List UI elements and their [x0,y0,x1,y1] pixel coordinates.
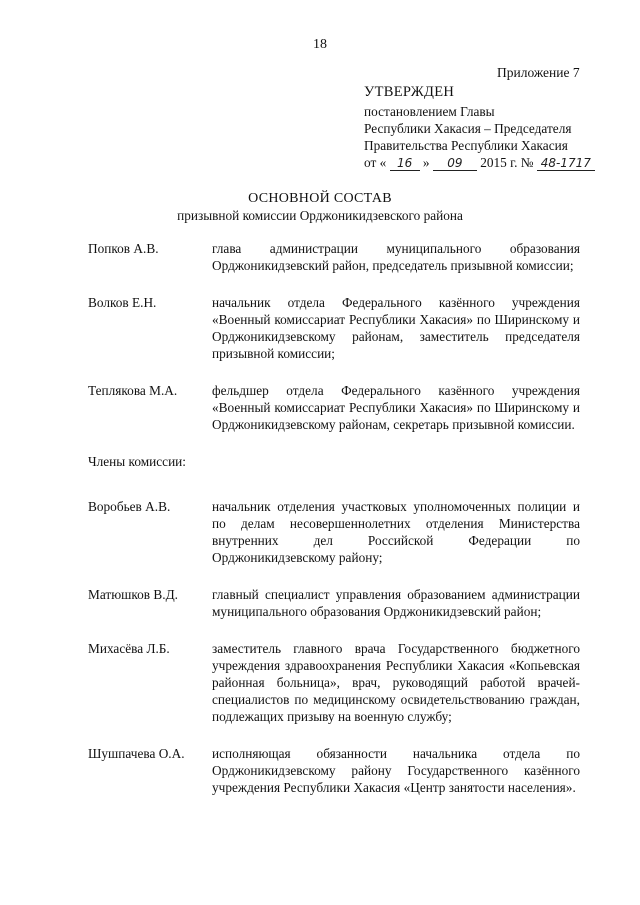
document-subtitle: призывной комиссии Орджоникидзевского района [177,208,463,223]
members-label: Члены комиссии: [88,454,186,469]
member-role: заместитель главного врача Государственного бюджетного учреждения здравоохранения Республики Хакасия «Копьевская районная больница», врач, руководящий работой врачей-специалистов по медицинскому освидетельствованию граждан, подлежащих призыву на военную службу; [212,641,580,724]
member-name: Михасёва Л.Б. [88,641,170,656]
date-year: 2015 г. № [480,155,534,170]
approval-block [364,84,614,171]
commission-entry [88,240,580,274]
date-prefix: от « [364,155,387,170]
commission-list [88,240,580,816]
member-role: глава администрации муниципального образования Орджоникидзевский район, председатель призывной комиссии; [212,241,580,273]
commission-entry [88,586,580,620]
date-month: 09 [433,156,477,171]
document-title: ОСНОВНОЙ СОСТАВ [248,191,392,206]
member-name: Шушпачева О.А. [88,746,185,761]
commission-entry [88,294,580,362]
member-role: главный специалист управления образованием администрации муниципального образования Орджоникидзевский район; [212,587,580,619]
appendix-label: Приложение 7 [497,65,580,80]
date-mid: » [422,155,430,170]
approved-title: УТВЕРЖДЕН [364,84,455,100]
member-role: начальник отделения участковых уполномоченных полиции и по делам несовершеннолетних отделения Министерства внутренних дел Российской Федерации по Орджоникидзевскому району; [212,499,580,565]
approval-line: Правительства Республики Хакасия [364,138,568,153]
member-name: Матюшков В.Д. [88,587,178,602]
member-role: начальник отдела Федерального казённого учреждения «Военный комиссариат Республики Хакасия» по Ширинскому и Орджоникидзевскому районам, заместитель председателя призывной комиссии; [212,295,580,361]
decree-number: 48-1717 [537,156,595,171]
commission-entry [88,745,580,796]
document-heading [0,190,640,224]
member-name: Попков А.В. [88,241,159,256]
page-number: 18 [313,37,327,52]
commission-entry [88,640,580,725]
member-name: Воробьев А.В. [88,499,171,514]
commission-entry [88,382,580,433]
member-name: Волков Е.Н. [88,295,157,310]
member-role: исполняющая обязанности начальника отдела по Орджоникидзевскому району Государственного казённого учреждения Республики Хакасия «Центр занятости населения». [212,746,580,795]
approval-line: постановлением Главы [364,104,495,119]
member-name: Теплякова М.А. [88,383,178,398]
commission-entry [88,498,580,566]
member-role: фельдшер отдела Федерального казённого учреждения «Военный комиссариат Республики Хакасия» по Ширинскому и Орджоникидзевскому районам, секретарь призывной комиссии. [212,383,580,432]
date-day: 16 [390,156,420,171]
approval-date-line [364,154,614,171]
approval-line: Республики Хакасия – Председателя [364,121,572,136]
